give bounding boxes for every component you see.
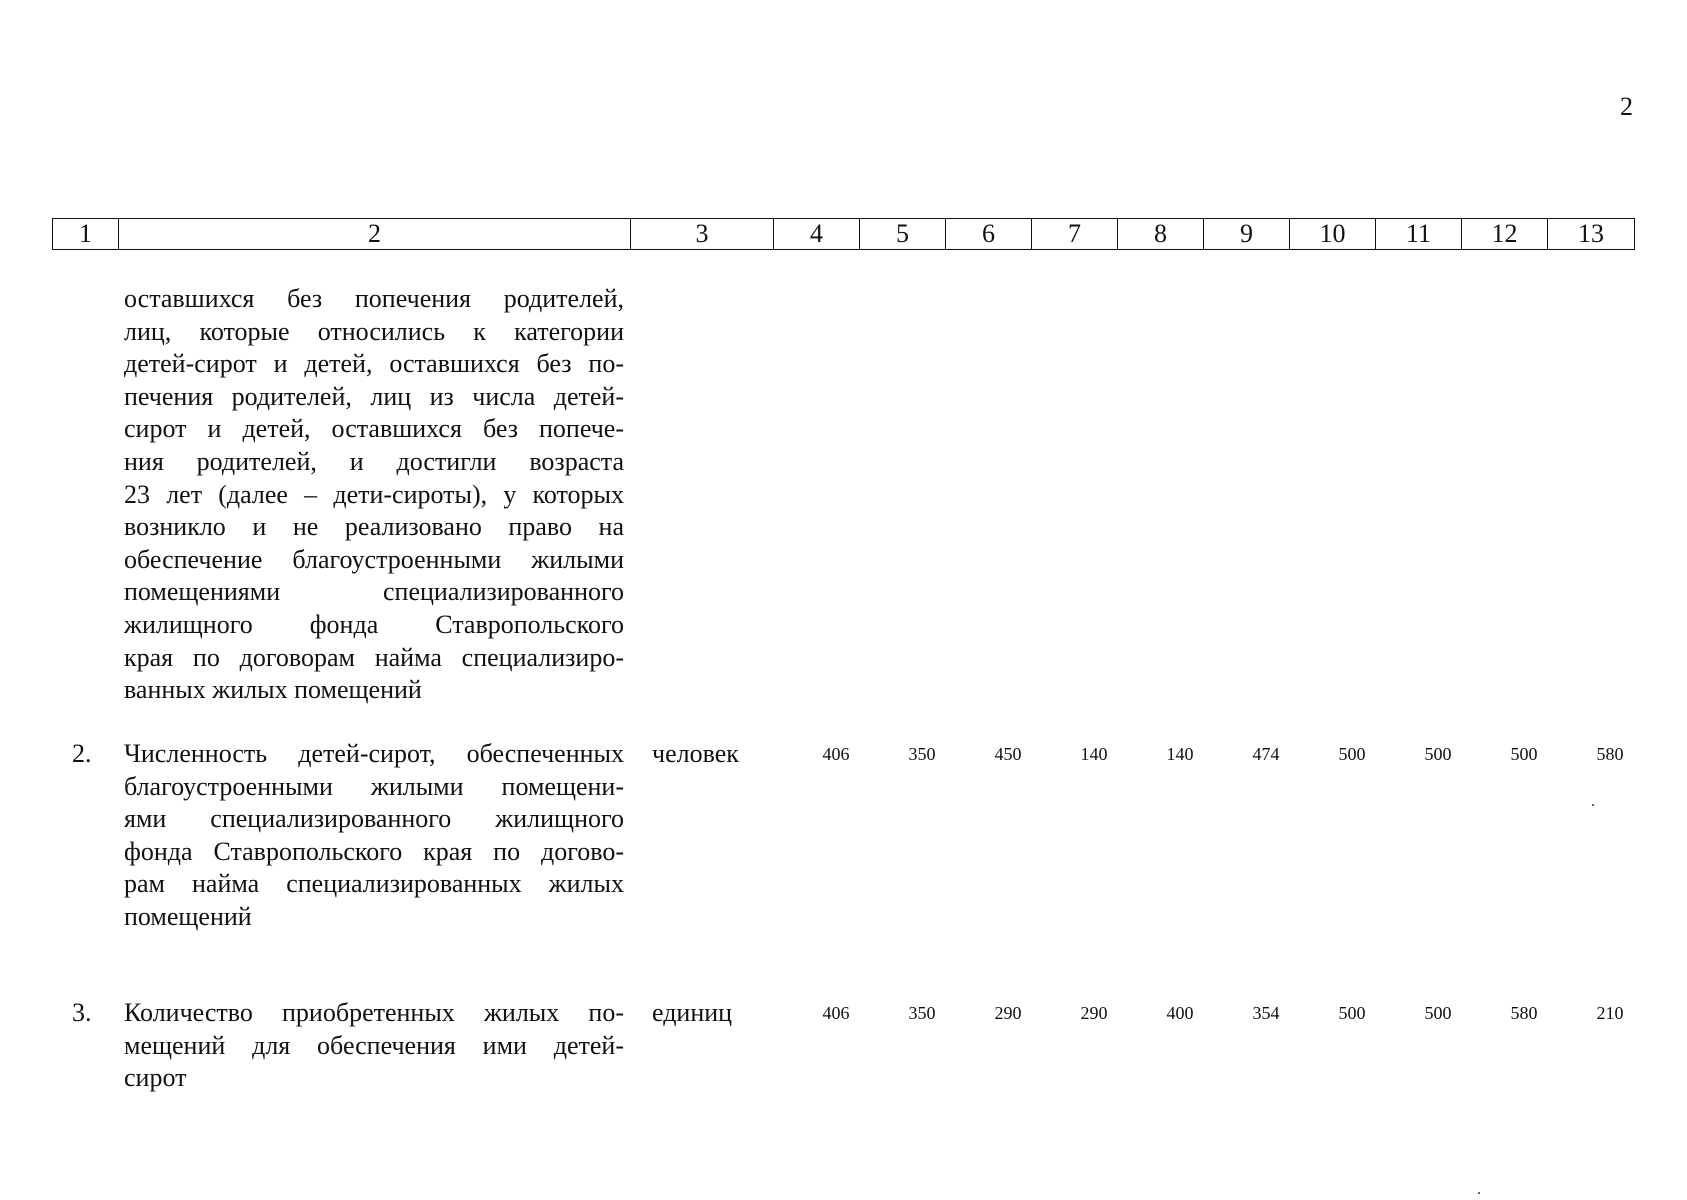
value-col-5: 350 [908,744,936,764]
description-line: детей-сирот и детей, оставшихся без по- [124,349,624,379]
column-number-4: 4 [774,219,860,249]
description-line: мещений для обеспечения ими детей- [124,1030,624,1060]
value-col-11: 500 [1424,744,1452,764]
value-col-6: 450 [994,744,1022,764]
description-line: оставшихся без попечения родителей, [124,284,624,313]
description-line: ванных жилых помещений [124,675,422,705]
column-number-header [52,218,1635,250]
description-line: помещений [124,901,252,931]
column-number-13: 13 [1578,219,1604,248]
value-col-12: 580 [1510,1003,1538,1023]
row-number: 3. [72,998,92,1027]
column-number-3: 3 [631,219,774,249]
column-number-2: 2 [119,219,631,249]
description-line: лиц, которые относились к категории [124,316,624,346]
value-col-13: 210 [1596,1003,1624,1023]
value-col-10: 500 [1338,744,1366,764]
scan-speck [1478,1192,1480,1194]
scan-speck [1592,804,1594,806]
value-col-5: 350 [908,1003,936,1023]
description-line: фонда Ставропольского края по догово- [124,836,624,866]
value-col-10: 500 [1338,1003,1366,1023]
column-number-8: 8 [1118,219,1204,249]
description-line: края по договорам найма специализиро- [124,642,624,672]
description-line: 23 лет (далее – дети-сироты), у которых [124,479,624,509]
description-line: благоустроенными жилыми помещени- [124,771,624,801]
row-description [124,283,624,707]
value-col-9: 474 [1252,744,1280,764]
value-col-4: 406 [822,1003,850,1023]
column-number-10: 10 [1290,219,1376,249]
page-number: 2 [1620,92,1633,121]
column-number-9: 9 [1204,219,1290,249]
value-col-7: 140 [1080,744,1108,764]
value-col-4: 406 [822,744,850,764]
description-line: сирот и детей, оставшихся без попече- [124,414,624,444]
value-col-7: 290 [1080,1003,1108,1023]
row-description [124,997,624,1095]
description-line: сирот [124,1063,187,1093]
column-number-12: 12 [1462,219,1548,249]
description-line: жилищного фонда Ставропольского [124,609,624,639]
value-col-8: 140 [1166,744,1194,764]
description-line: возникло и не реализовано право на [124,512,624,542]
description-line: печения родителей, лиц из числа детей- [124,381,624,411]
description-line: ями специализированного жилищного [124,804,624,834]
column-number-11: 11 [1376,219,1462,249]
value-col-12: 500 [1510,744,1538,764]
value-col-8: 400 [1166,1003,1194,1023]
description-line: рам найма специализированных жилых [124,869,624,899]
row-unit: единиц [652,998,733,1027]
value-col-6: 290 [994,1003,1022,1023]
row-unit: человек [652,739,739,768]
description-line: помещениями специализированного [124,577,624,607]
row-number: 2. [72,739,92,768]
row-description [124,738,624,934]
description-line: Численность детей-сирот, обеспеченных [124,739,624,768]
description-line: обеспечение благоустроенными жилыми [124,544,624,574]
column-number-7: 7 [1032,219,1118,249]
value-col-13: 580 [1596,744,1624,764]
column-number-5: 5 [860,219,946,249]
description-line: ния родителей, и достигли возраста [124,446,624,476]
column-number-6: 6 [946,219,1032,249]
value-col-11: 500 [1424,1003,1452,1023]
description-line: Количество приобретенных жилых по- [124,998,624,1027]
column-number-1: 1 [53,219,119,249]
value-col-9: 354 [1252,1003,1280,1023]
